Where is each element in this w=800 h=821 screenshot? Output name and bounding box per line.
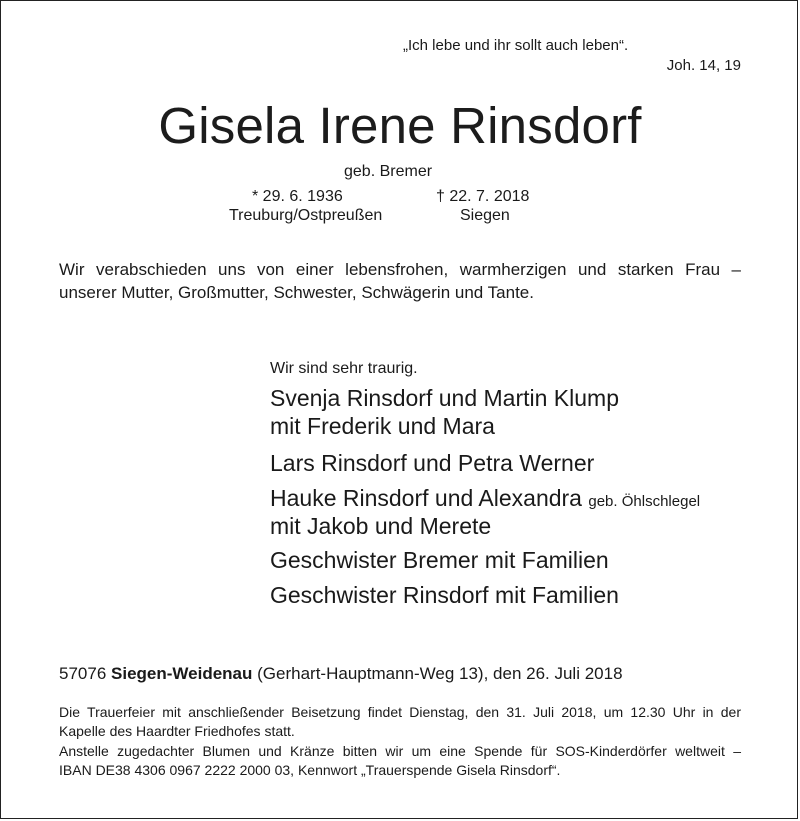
mourner-line: Svenja Rinsdorf und Martin Klump: [270, 385, 619, 411]
donation-note: [59, 742, 741, 780]
farewell-line-1: Wir verabschieden uns von einer lebensfrohen, warmherzigen und starken Frau –: [59, 260, 741, 279]
mourner-line: Lars Rinsdorf und Petra Werner: [270, 450, 595, 476]
bible-quote: „Ich lebe und ihr sollt auch leben“.: [403, 37, 629, 54]
donation-line-1: Anstelle zugedachter Blumen und Kränze bitten wir um eine Spende für SOS-Kinderdörfer weltweit –: [59, 743, 741, 759]
mourner-name: Hauke Rinsdorf und Alexandra: [270, 485, 582, 511]
mourner-line: mit Frederik und Mara: [270, 413, 495, 439]
death-place: Siegen: [460, 207, 510, 224]
mourners-heading: Wir sind sehr traurig.: [270, 360, 418, 377]
farewell-text: [59, 258, 741, 304]
birth-date: * 29. 6. 1936: [252, 188, 343, 205]
funeral-note: [59, 703, 741, 741]
death-date: † 22. 7. 2018: [436, 188, 530, 205]
maiden-name: geb. Bremer: [344, 163, 433, 180]
birth-place: Treuburg/Ostpreußen: [229, 207, 383, 224]
alexandra-maiden-name: geb. Öhlschlegel: [588, 493, 701, 510]
farewell-line-2: unserer Mutter, Großmutter, Schwester, Schwägerin und Tante.: [59, 283, 534, 302]
funeral-line-1: Die Trauerfeier mit anschließender Beisetzung findet Dienstag, den 31. Juli 2018, um 12.30 Uhr in der: [59, 704, 741, 720]
place-and-date: [59, 664, 623, 684]
bible-reference: Joh. 14, 19: [666, 57, 741, 74]
city: Siegen-Weidenau: [111, 664, 253, 683]
mourner-line: Geschwister Rinsdorf mit Familien: [270, 582, 619, 608]
funeral-line-2: Kapelle des Haardter Friedhofes statt.: [59, 723, 295, 739]
mourner-line: mit Jakob und Merete: [270, 513, 492, 539]
donation-line-2: IBAN DE38 4306 0967 2222 2000 03, Kennwort „Trauerspende Gisela Rinsdorf“.: [59, 762, 561, 778]
deceased-name: Gisela Irene Rinsdorf: [158, 97, 642, 154]
mourner-line: Geschwister Bremer mit Familien: [270, 547, 609, 573]
postcode: 57076: [59, 664, 107, 683]
address-rest: (Gerhart-Hauptmann-Weg 13), den 26. Juli 2018: [257, 664, 623, 683]
mourner-line-hauke: [270, 485, 700, 512]
